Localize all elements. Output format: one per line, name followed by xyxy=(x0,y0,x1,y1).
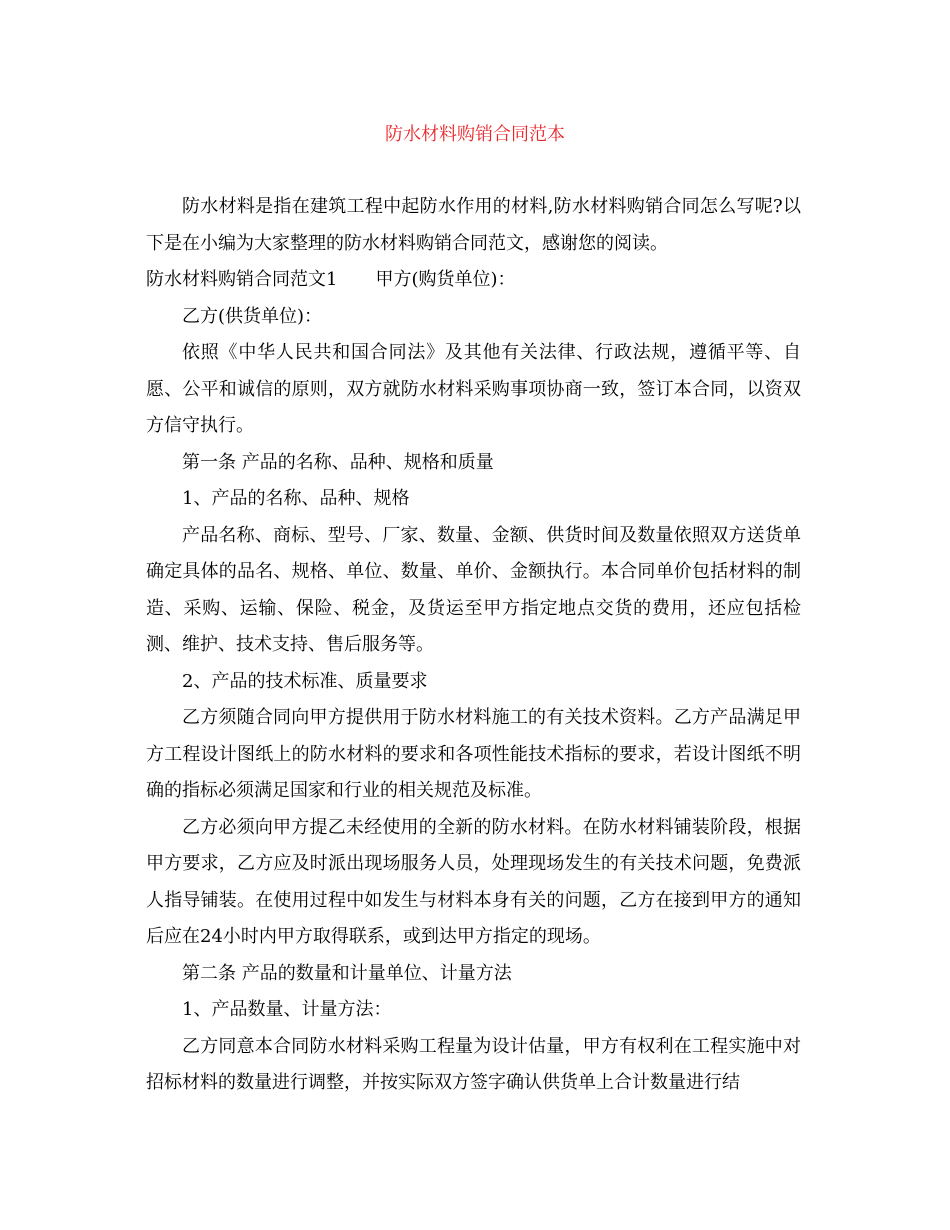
article2-item1-heading: 1、产品数量、计量方法： xyxy=(182,999,392,1020)
article2-item1-body: 乙方同意本合同防水材料采购工程量为设计估量，甲方有权利在工程实施中对招标材料的数量进行调整，并按实际双方签字确认供货单上合计数量进行结 xyxy=(146,1035,801,1093)
document-body xyxy=(146,189,801,1102)
article1-item2-heading: 2、产品的技术标准、质量要求 xyxy=(182,670,428,692)
sample-heading-line xyxy=(146,262,801,299)
article1-item1-body: 产品名称、商标、型号、厂家、数量、金额、供货时间及数量依照双方送货单确定具体的品名、规格、单位、数量、单价、金额执行。本合同单价包括材料的制造、采购、运输、保险、税金，及货运至甲方指定地点交货的费用，还应包括检测、维护、技术支持、售后服务等。 xyxy=(146,524,801,655)
party-b-label: 乙方(供货单位)： xyxy=(182,305,323,327)
article1-item1-heading: 1、产品的名称、品种、规格 xyxy=(182,488,410,509)
article1-item2-body2: 乙方必须向甲方提乙未经使用的全新的防水材料。在防水材料铺装阶段，根据甲方要求，乙方应及时派出现场服务人员，处理现场发生的有关技术问题，免费派人指导铺装。在使用过程中如发生与材料本身有关的问题，乙方在接到甲方的通知后应在24小时内甲方取得联系，或到达甲方指定的现场。 xyxy=(146,816,801,947)
article1-item2-body1: 乙方须随合同向甲方提供用于防水材料施工的有关技术资料。乙方产品满足甲方工程设计图纸上的防水材料的要求和各项性能技术指标的要求，若设计图纸不明确的指标必须满足国家和行业的相关规范及标准。 xyxy=(146,707,801,801)
party-a-label: 甲方(购货单位)： xyxy=(375,269,516,290)
article1-heading: 第一条 产品的名称、品种、规格和质量 xyxy=(182,451,494,473)
document-title: 防水材料购销合同范本 xyxy=(385,124,565,145)
article2-heading: 第二条 产品的数量和计量单位、计量方法 xyxy=(182,962,512,984)
preamble-paragraph: 依照《中华人民共和国合同法》及其他有关法律、行政法规，遵循平等、自愿、公平和诚信的原则，双方就防水材料采购事项协商一致，签订本合同，以资双方信守执行。 xyxy=(146,342,801,436)
intro-paragraph: 防水材料是指在建筑工程中起防水作用的材料,防水材料购销合同怎么写呢?以下是在小编为大家整理的防水材料购销合同范文，感谢您的阅读。 xyxy=(146,196,801,254)
sample-heading: 防水材料购销合同范文1 xyxy=(146,269,338,290)
